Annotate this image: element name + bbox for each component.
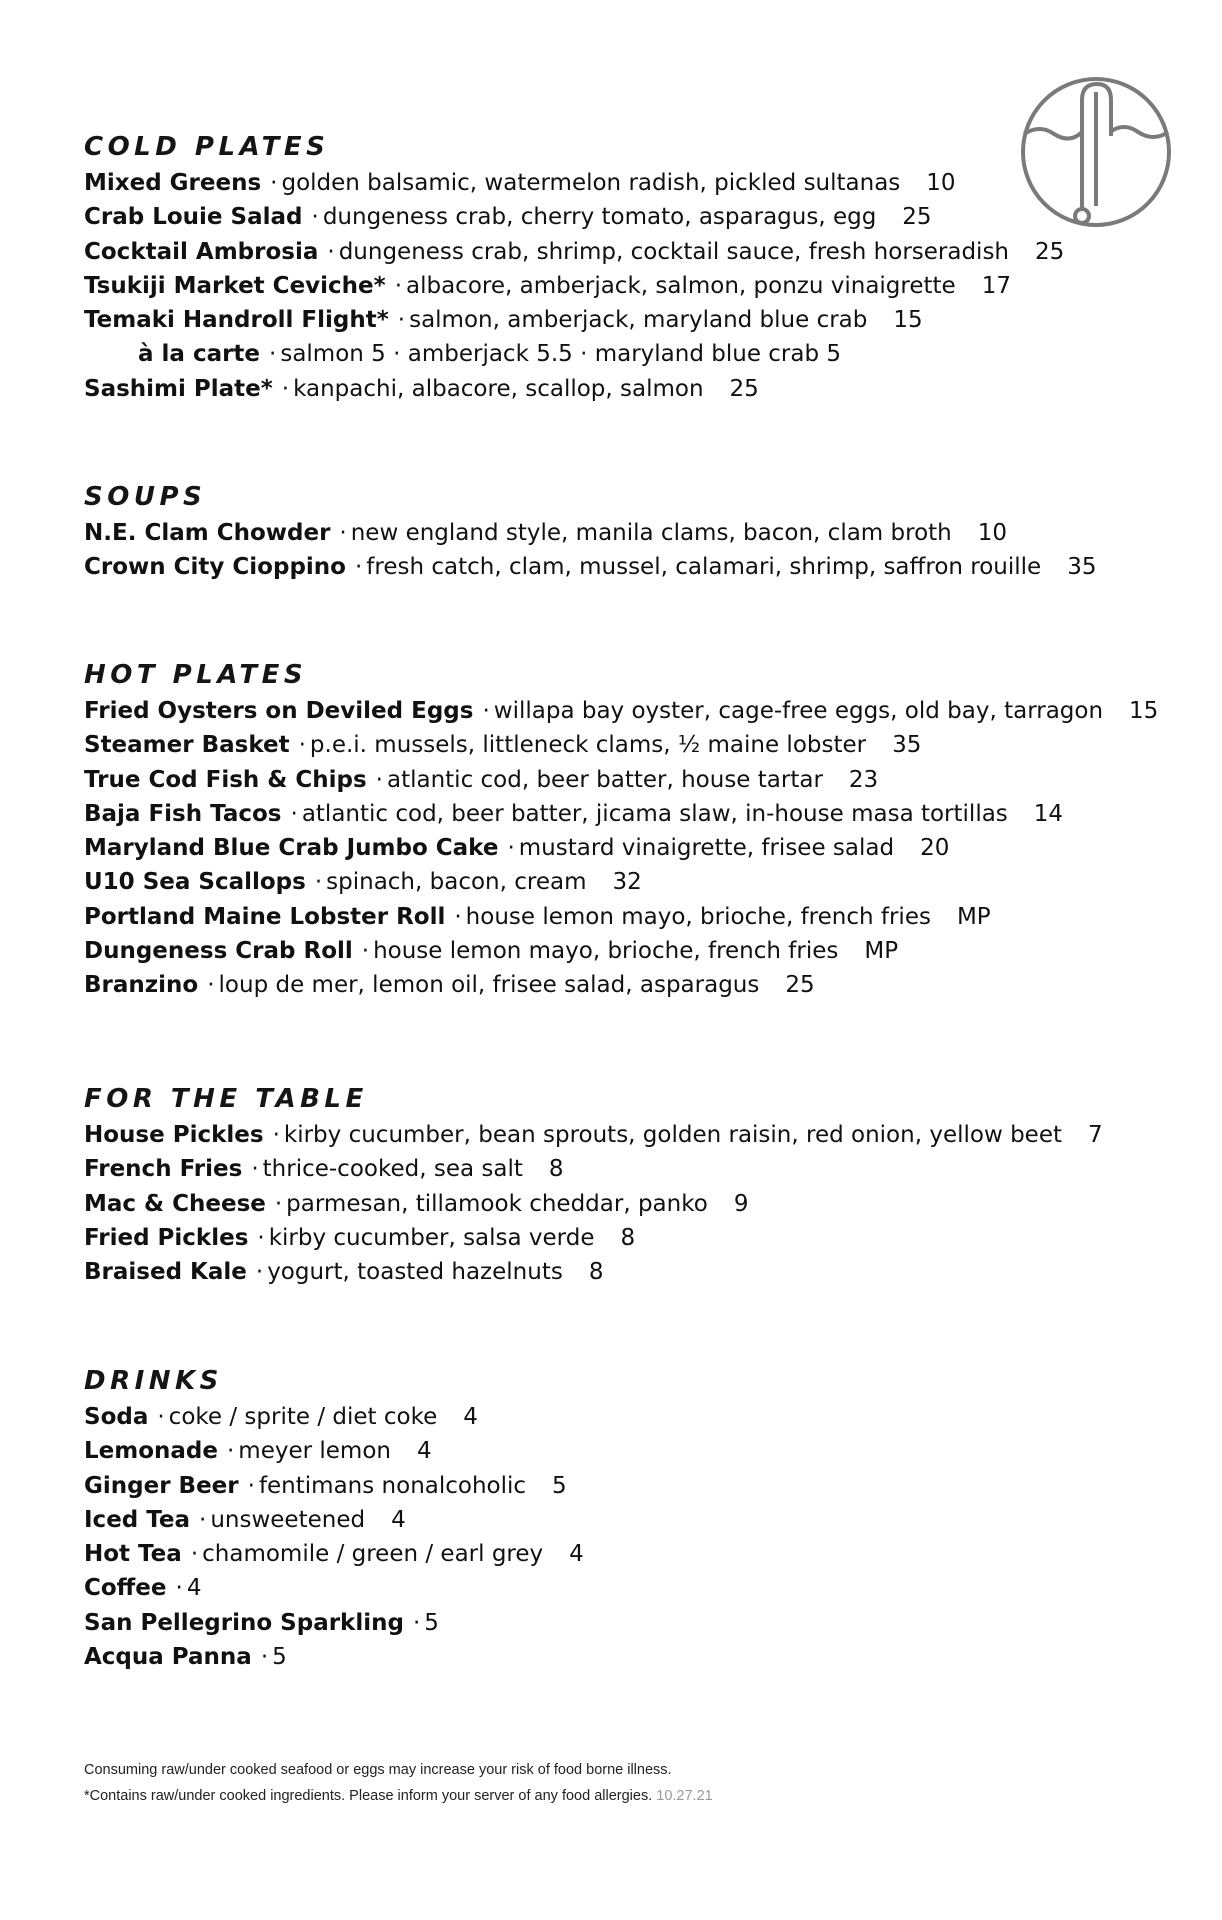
item-description: golden balsamic, watermelon radish, pickled sultanas	[281, 170, 901, 196]
menu-item: Fried Oysters on Deviled Eggs · willapa bay oyster, cage-free eggs, old bay, tarragon 15	[84, 698, 1159, 724]
item-name: Hot Tea	[84, 1541, 182, 1568]
menu-item: Mixed Greens · golden balsamic, watermelon radish, pickled sultanas 10	[84, 170, 956, 196]
item-name: Baja Fish Tacos	[84, 800, 282, 827]
item-name: Crab Louie Salad	[84, 204, 303, 231]
item-description: house lemon mayo, brioche, french fries	[465, 903, 931, 930]
item-name: French Fries	[84, 1156, 243, 1183]
item-description: atlantic cod, beer batter, house tartar	[386, 766, 823, 793]
item-name: Fried Oysters on Deviled Eggs	[84, 698, 474, 724]
item-description: atlantic cod, beer batter, jicama slaw, in-house masa tortillas	[301, 800, 1008, 827]
item-name: Crown City Cioppino	[84, 554, 346, 581]
item-price: 20	[920, 835, 950, 862]
item-price: MP	[956, 903, 991, 930]
menu-item: Lemonade · meyer lemon 4	[84, 1438, 432, 1465]
item-price: 5	[552, 1472, 567, 1499]
section-title: FOR THE TABLE	[84, 1084, 368, 1114]
menu-item: French Fries · thrice-cooked, sea salt 8	[84, 1156, 564, 1183]
item-name: Soda	[84, 1404, 149, 1430]
item-description: house lemon mayo, brioche, french fries	[373, 938, 839, 965]
item-price: 5	[424, 1609, 439, 1636]
item-description: dungeness crab, cherry tomato, asparagus, egg	[322, 204, 877, 231]
item-description: p.e.i. mussels, littleneck clams, ½ maine lobster	[309, 732, 867, 759]
item-description: yogurt, toasted hazelnuts	[267, 1259, 563, 1286]
item-name: Lemonade	[84, 1438, 218, 1465]
item-name: Fried Pickles	[84, 1224, 249, 1251]
item-name: à la carte	[138, 341, 261, 368]
item-price: 9	[733, 1190, 749, 1217]
menu-item: Fried Pickles · kirby cucumber, salsa verde 8	[84, 1224, 636, 1251]
section-title: SOUPS	[84, 482, 207, 512]
item-name: Portland Maine Lobster Roll	[84, 903, 446, 930]
section-title: HOT PLATES	[84, 660, 308, 690]
menu-item: N.E. Clam Chowder · new england style, manila clams, bacon, clam broth 10	[84, 520, 1008, 546]
footer-disclaimer	[84, 1757, 713, 1809]
menu-item: Steamer Basket · p.e.i. mussels, littleneck clams, ½ maine lobster 35	[84, 732, 922, 759]
menu-item: Maryland Blue Crab Jumbo Cake · mustard vinaigrette, frisee salad 20	[84, 835, 950, 862]
menu-item: Ginger Beer · fentimans nonalcoholic 5	[84, 1472, 567, 1499]
menu-item: Dungeness Crab Roll · house lemon mayo, brioche, french fries MP	[84, 938, 899, 965]
item-description: kirby cucumber, salsa verde	[268, 1224, 595, 1251]
menu-sub-item: à la carte · salmon 5 · amberjack 5.5 · maryland blue crab 5	[138, 341, 842, 368]
menu-item: Braised Kale · yogurt, toasted hazelnuts 8	[84, 1259, 604, 1286]
item-price: 7	[1087, 1122, 1103, 1148]
section-hot-plates	[84, 656, 1202, 1003]
item-price: 23	[848, 766, 879, 793]
item-description: thrice-cooked, sea salt	[262, 1156, 523, 1183]
item-description: albacore, amberjack, salmon, ponzu vinaigrette	[406, 272, 956, 299]
item-price: 32	[612, 869, 642, 896]
item-name: Maryland Blue Crab Jumbo Cake	[84, 835, 499, 862]
item-price: 4	[569, 1541, 584, 1568]
menu-item: San Pellegrino Sparkling · 5	[84, 1609, 439, 1636]
item-price: 25	[729, 375, 759, 402]
menu-item: U10 Sea Scallops · spinach, bacon, cream 32	[84, 869, 642, 896]
item-name: Tsukiji Market Ceviche*	[84, 272, 386, 299]
item-name: Braised Kale	[84, 1259, 247, 1286]
item-description: unsweetened	[210, 1506, 366, 1533]
item-price: 8	[548, 1156, 564, 1183]
item-price: 4	[463, 1404, 478, 1430]
item-price: 35	[1067, 554, 1097, 581]
disclaimer-line-2	[84, 1783, 713, 1809]
item-description: coke / sprite / diet coke	[168, 1404, 438, 1430]
item-name: San Pellegrino Sparkling	[84, 1609, 404, 1636]
menu-item: Mac & Cheese · parmesan, tillamook cheddar, panko 9	[84, 1190, 749, 1217]
section-title: COLD PLATES	[84, 132, 330, 162]
item-description: fresh catch, clam, mussel, calamari, shrimp, saffron rouille	[366, 554, 1042, 581]
item-name: Mixed Greens	[84, 170, 262, 196]
menu-item: Acqua Panna · 5	[84, 1644, 287, 1671]
item-name: U10 Sea Scallops	[84, 869, 306, 896]
item-name: Branzino	[84, 972, 199, 999]
item-name: Acqua Panna	[84, 1644, 252, 1671]
item-description: spinach, bacon, cream	[326, 869, 587, 896]
item-price: 15	[893, 307, 923, 334]
item-name: True Cod Fish & Chips	[84, 766, 367, 793]
menu-item: Portland Maine Lobster Roll · house lemon mayo, brioche, french fries MP	[84, 903, 991, 930]
item-price: 25	[785, 972, 815, 999]
section-cold-plates	[84, 128, 1202, 406]
item-description: willapa bay oyster, cage-free eggs, old bay, tarragon	[493, 698, 1104, 724]
item-name: House Pickles	[84, 1122, 264, 1148]
item-price: 4	[186, 1575, 202, 1602]
item-price: 5	[272, 1644, 287, 1671]
menu-item: True Cod Fish & Chips · atlantic cod, beer batter, house tartar 23	[84, 766, 879, 793]
menu-item: Cocktail Ambrosia · dungeness crab, shrimp, cocktail sauce, fresh horseradish 25	[84, 238, 1065, 265]
item-price: MP	[864, 938, 899, 965]
item-description: chamomile / green / earl grey	[202, 1541, 544, 1568]
item-description: dungeness crab, shrimp, cocktail sauce, fresh horseradish	[338, 238, 1010, 265]
item-price: 14	[1033, 800, 1064, 827]
item-name: Dungeness Crab Roll	[84, 938, 353, 965]
disclaimer-line-1: Consuming raw/under cooked seafood or eggs may increase your risk of food borne illness.	[84, 1762, 672, 1778]
item-name: Coffee	[84, 1575, 167, 1602]
menu-item: House Pickles · kirby cucumber, bean sprouts, golden raisin, red onion, yellow beet 7	[84, 1122, 1103, 1148]
item-price: 15	[1129, 698, 1159, 724]
menu-item: Iced Tea · unsweetened 4	[84, 1506, 406, 1533]
item-description: new england style, manila clams, bacon, clam broth	[350, 520, 952, 546]
item-description: parmesan, tillamook cheddar, panko	[286, 1190, 708, 1217]
disclaimer-text: *Contains raw/under cooked ingredients. Please inform your server of any food allergies.	[84, 1788, 653, 1804]
section-for-the-table	[84, 1080, 1202, 1289]
item-description: fentimans nonalcoholic	[258, 1472, 527, 1499]
menu-item: Temaki Handroll Flight* · salmon, amberjack, maryland blue crab 15	[84, 307, 923, 334]
menu-item: Hot Tea · chamomile / green / earl grey 4	[84, 1541, 584, 1568]
item-name: Temaki Handroll Flight*	[84, 307, 389, 334]
menu-item: Coffee · 4	[84, 1575, 202, 1602]
item-price: 8	[588, 1259, 604, 1286]
item-description: kanpachi, albacore, scallop, salmon	[293, 375, 704, 402]
item-price: 4	[416, 1438, 432, 1465]
menu-date: 10.27.21	[656, 1788, 713, 1804]
item-description: meyer lemon	[238, 1438, 391, 1465]
section-soups	[84, 478, 1202, 585]
item-price: 17	[981, 272, 1011, 299]
item-name: Ginger Beer	[84, 1472, 239, 1499]
item-name: Steamer Basket	[84, 732, 290, 759]
item-name: N.E. Clam Chowder	[84, 520, 331, 546]
item-description: mustard vinaigrette, frisee salad	[518, 835, 895, 862]
item-price: 8	[620, 1224, 636, 1251]
menu-item: Crab Louie Salad · dungeness crab, cherry tomato, asparagus, egg 25	[84, 204, 932, 231]
item-price: 10	[926, 170, 956, 196]
item-name: Cocktail Ambrosia	[84, 238, 319, 265]
menu-item: Soda · coke / sprite / diet coke 4	[84, 1404, 478, 1430]
item-price: 35	[892, 732, 922, 759]
item-price: 4	[391, 1506, 406, 1533]
menu-item: Tsukiji Market Ceviche* · albacore, amberjack, salmon, ponzu vinaigrette 17	[84, 272, 1011, 299]
section-title: DRINKS	[84, 1366, 223, 1396]
item-description: salmon 5 · amberjack 5.5 · maryland blue crab 5	[280, 341, 842, 368]
menu-item: Branzino · loup de mer, lemon oil, frisee salad, asparagus 25	[84, 972, 815, 999]
item-name: Iced Tea	[84, 1506, 191, 1533]
item-price: 25	[1035, 238, 1065, 265]
item-description: loup de mer, lemon oil, frisee salad, asparagus	[218, 972, 760, 999]
menu-item: Sashimi Plate* · kanpachi, albacore, scallop, salmon 25	[84, 375, 759, 402]
section-drinks	[84, 1362, 1202, 1674]
item-price: 25	[902, 204, 932, 231]
item-description: salmon, amberjack, maryland blue crab	[409, 307, 868, 334]
item-name: Sashimi Plate*	[84, 375, 273, 402]
item-description: kirby cucumber, bean sprouts, golden raisin, red onion, yellow beet	[283, 1122, 1062, 1148]
menu-item: Crown City Cioppino · fresh catch, clam, mussel, calamari, shrimp, saffron rouille 35	[84, 554, 1097, 581]
item-name: Mac & Cheese	[84, 1190, 266, 1217]
menu-item: Baja Fish Tacos · atlantic cod, beer batter, jicama slaw, in-house masa tortillas 14	[84, 800, 1064, 827]
item-price: 10	[977, 520, 1008, 546]
